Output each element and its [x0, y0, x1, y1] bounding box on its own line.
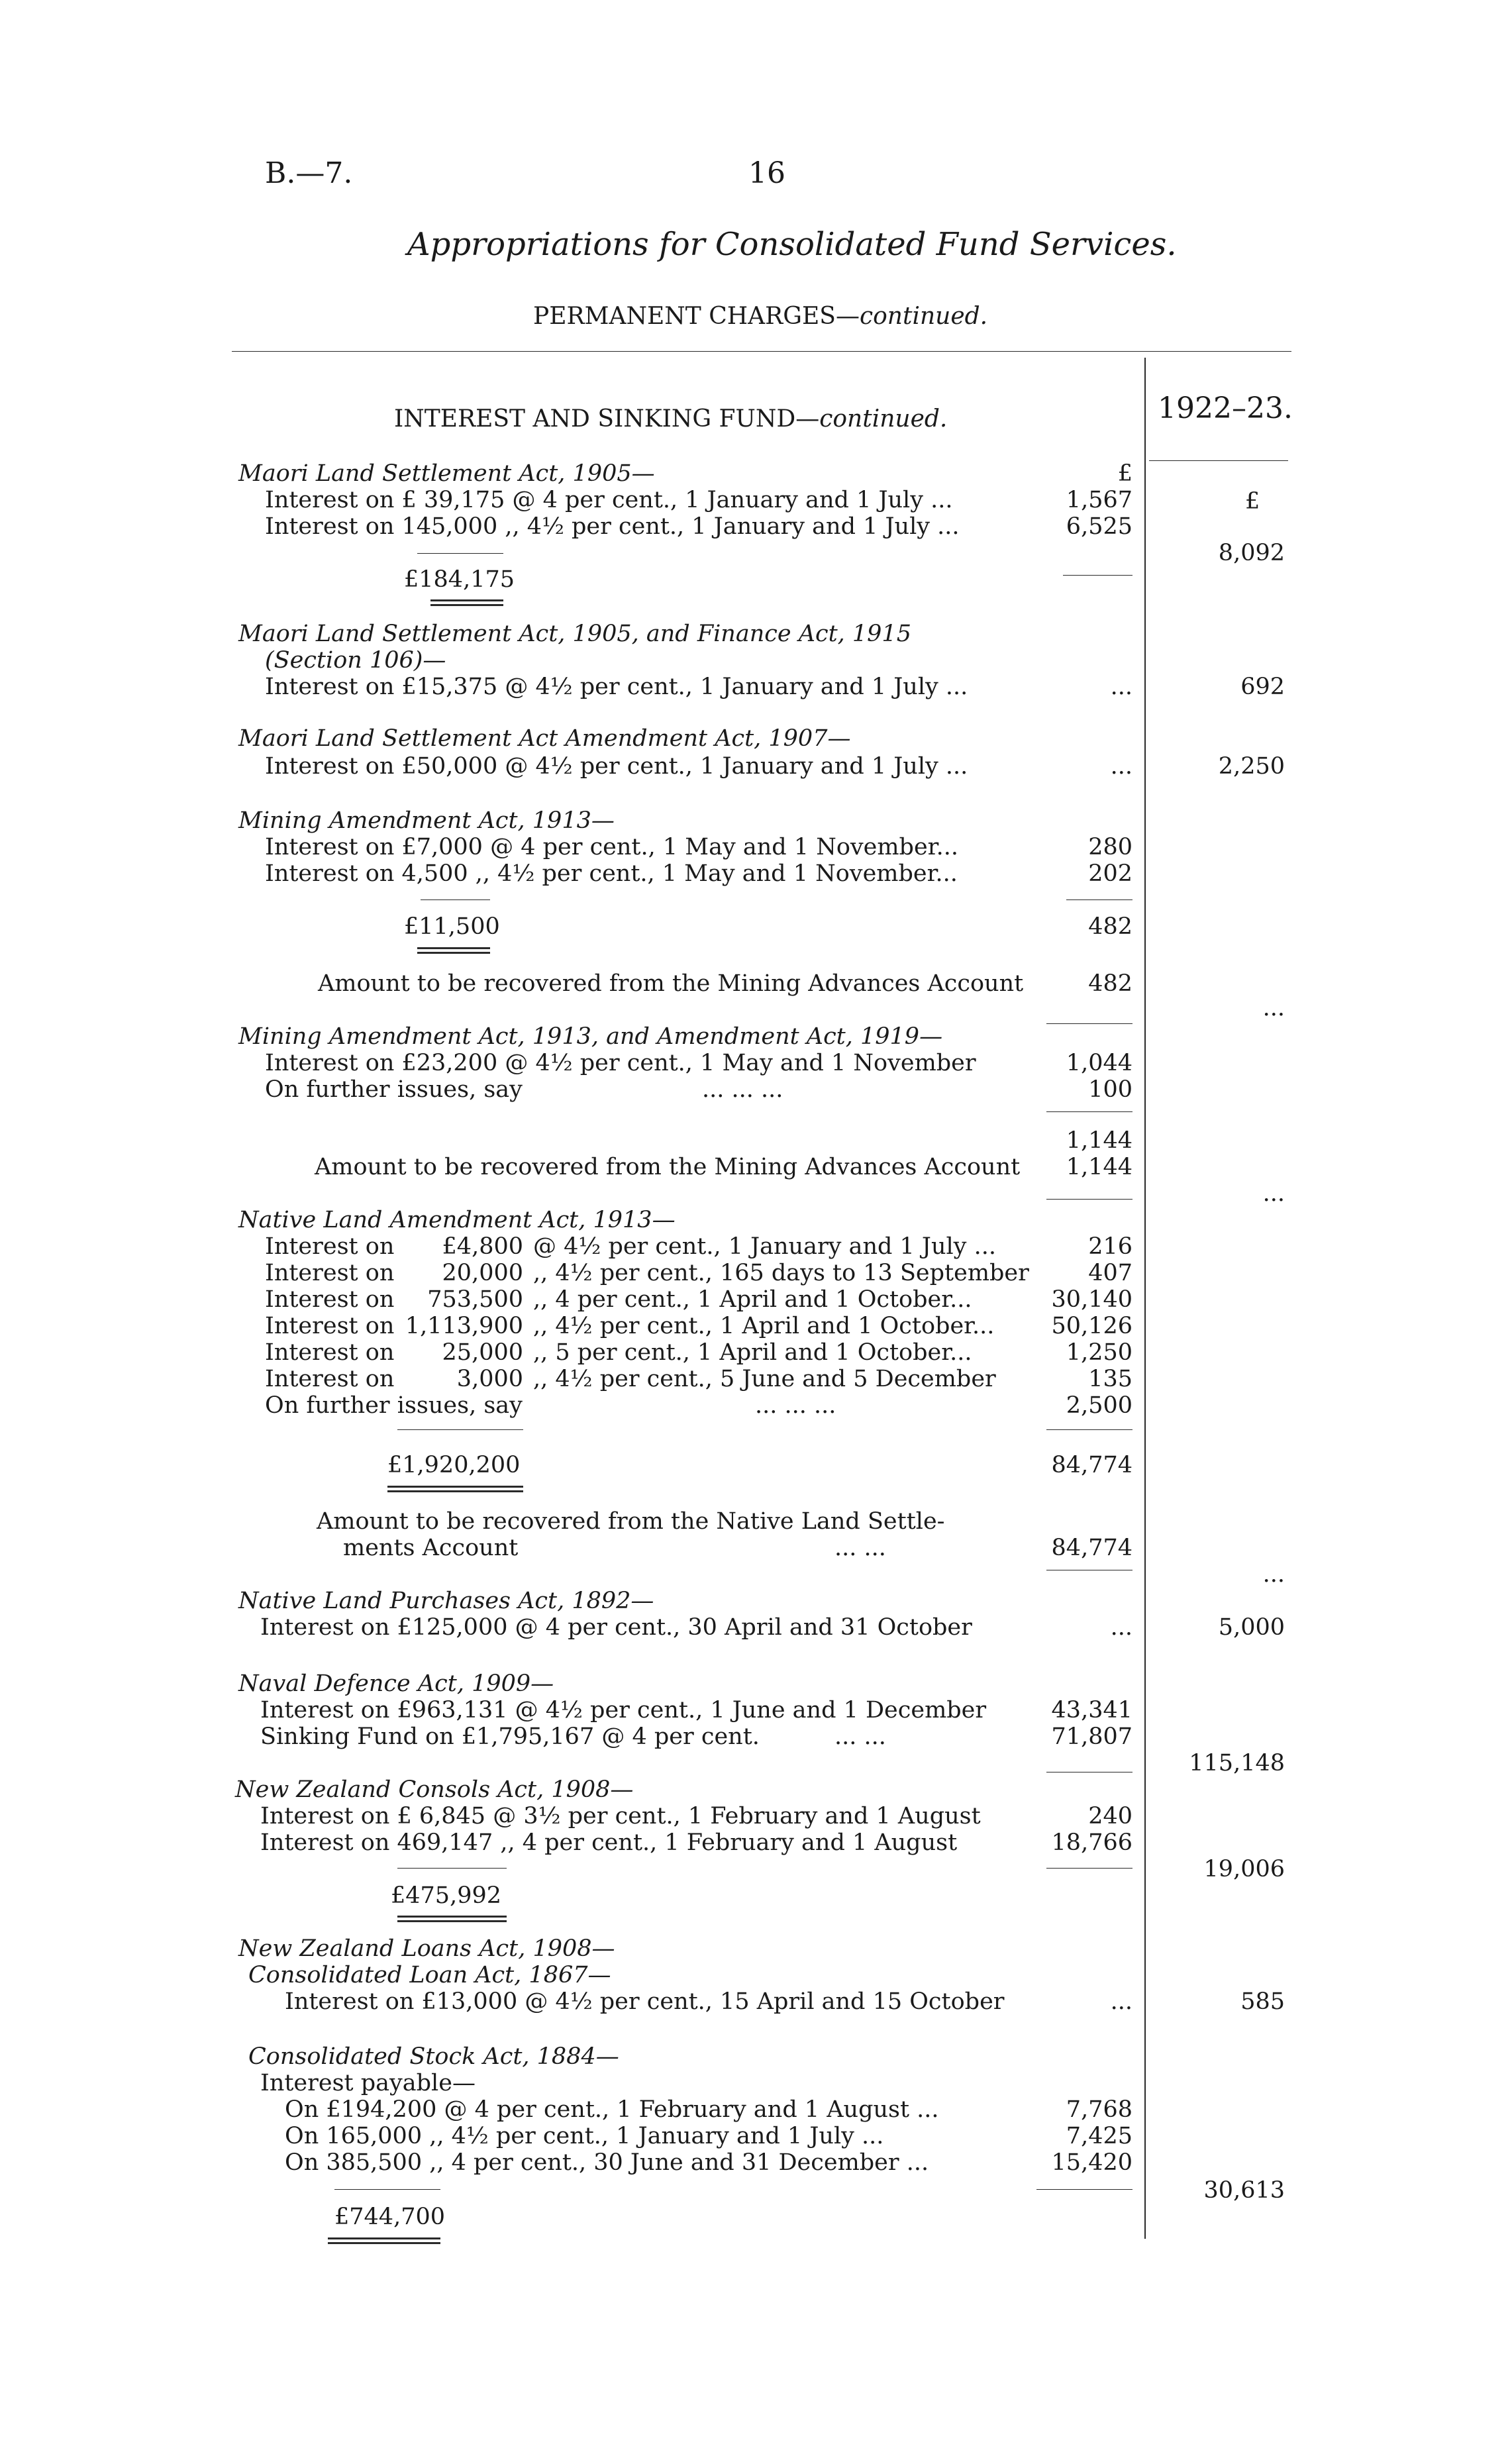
- interest-line: Interest on 145,000 ,, 4½ per cent., 1 January and 1 July ...: [265, 513, 960, 540]
- year-total: 115,148: [1189, 1750, 1285, 1776]
- principal-total: £475,992: [391, 1882, 502, 1909]
- subtotal: 84,774: [1051, 1452, 1132, 1478]
- interest-line: Interest on £15,375 @ 4½ per cent., 1 January and 1 July ...: [265, 674, 968, 700]
- sinking-fund-line: Sinking Fund on £1,795,167 @ 4 per cent.: [260, 1723, 760, 1750]
- principal-total: £184,175: [404, 566, 515, 593]
- recovery-label: ments Account: [343, 1535, 519, 1561]
- currency-symbol: £: [1245, 488, 1260, 515]
- rule: [1066, 899, 1132, 900]
- section-heading: [394, 407, 947, 431]
- rule: [397, 1429, 523, 1430]
- amount: 50,126: [1051, 1313, 1132, 1339]
- interest-line: Interest on £963,131 @ 4½ per cent., 1 June and 1 December: [260, 1697, 987, 1723]
- interest-line: Interest on £ 6,845 @ 3½ per cent., 1 February and 1 August: [260, 1803, 981, 1829]
- year-column-header: 1922–23.: [1158, 391, 1293, 425]
- principal-total: £11,500: [404, 913, 500, 940]
- rule: [397, 1868, 507, 1869]
- principal: 25,000: [442, 1339, 523, 1366]
- document-reference: B.—7.: [265, 156, 353, 190]
- block-subheading: Interest payable—: [260, 2070, 476, 2096]
- amount: 15,420: [1051, 2149, 1132, 2176]
- amount: 135: [1088, 1366, 1132, 1392]
- block-heading: Maori Land Settlement Act, 1905—: [238, 460, 655, 487]
- amount: 7,425: [1066, 2123, 1132, 2149]
- year-total: 585: [1240, 1988, 1285, 2015]
- rate-terms: @ 4½ per cent., 1 January and 1 July ...: [533, 1233, 996, 1260]
- subtotal: 1,144: [1066, 1127, 1132, 1154]
- year-total: 19,006: [1203, 1856, 1285, 1882]
- double-rule: [417, 947, 490, 954]
- principal: 1,113,900: [405, 1313, 523, 1339]
- rule: [421, 899, 490, 900]
- recovery-amount: 1,144: [1066, 1154, 1132, 1180]
- interest-label: Interest on: [265, 1286, 395, 1313]
- block-heading: Naval Defence Act, 1909—: [238, 1670, 554, 1697]
- interest-line: Interest on £7,000 @ 4 per cent., 1 May and 1 November...: [265, 834, 958, 860]
- amount: 2,500: [1066, 1392, 1132, 1419]
- subtitle-continued: continued.: [859, 303, 988, 330]
- page-title: Appropriations for Consolidated Fund Services.: [407, 226, 1177, 263]
- year-total: 8,092: [1218, 540, 1285, 566]
- interest-line: On further issues, say: [265, 1076, 523, 1103]
- rule: [417, 553, 503, 554]
- amount: 7,768: [1066, 2096, 1132, 2123]
- interest-line: Interest on £13,000 @ 4½ per cent., 15 April and 15 October: [285, 1988, 1005, 2015]
- amount: 30,140: [1051, 1286, 1132, 1313]
- year-total: ...: [1262, 1561, 1285, 1588]
- year-column-rule: [1144, 358, 1146, 2239]
- block-heading: New Zealand Loans Act, 1908—: [238, 1935, 615, 1962]
- amount: 6,525: [1066, 513, 1132, 540]
- block-heading: Native Land Purchases Act, 1892—: [238, 1588, 654, 1614]
- principal: 753,500: [427, 1286, 523, 1313]
- interest-label: Interest on: [265, 1260, 395, 1286]
- amount: 71,807: [1051, 1723, 1132, 1750]
- subtotal: 482: [1088, 913, 1132, 940]
- leader-dots: ... ...: [834, 1535, 886, 1561]
- year-total: ...: [1262, 1180, 1285, 1207]
- amount: ...: [1110, 1614, 1132, 1641]
- rule: [1046, 1868, 1132, 1869]
- rate-terms: ,, 4½ per cent., 1 April and 1 October...: [533, 1313, 995, 1339]
- rate-terms: ,, 4 per cent., 1 April and 1 October...: [533, 1286, 972, 1313]
- block-heading: (Section 106)—: [265, 647, 446, 674]
- interest-line: Interest on £23,200 @ 4½ per cent., 1 May and 1 November: [265, 1050, 976, 1076]
- interest-label: On further issues, say: [265, 1392, 523, 1419]
- amount: ...: [1110, 674, 1132, 700]
- year-total: 692: [1240, 674, 1285, 700]
- block-heading: New Zealand Consols Act, 1908—: [235, 1776, 634, 1803]
- interest-label: Interest on: [265, 1339, 395, 1366]
- rule: [1046, 1429, 1132, 1430]
- amount: 43,341: [1051, 1697, 1132, 1723]
- interest-line: On 385,500 ,, 4 per cent., 30 June and 31 December ...: [285, 2149, 929, 2176]
- amount: 216: [1088, 1233, 1132, 1260]
- header-rule: [232, 351, 1291, 352]
- interest-line: Interest on £50,000 @ 4½ per cent., 1 January and 1 July ...: [265, 753, 968, 780]
- block-heading: Maori Land Settlement Act Amendment Act, 1907—: [238, 725, 851, 752]
- amount: 407: [1088, 1260, 1132, 1286]
- rule: [1046, 1111, 1132, 1112]
- interest-line: On 165,000 ,, 4½ per cent., 1 January and 1 July ...: [285, 2123, 884, 2149]
- amount: 1,044: [1066, 1050, 1132, 1076]
- double-rule: [387, 1486, 523, 1492]
- principal-total: £744,700: [334, 2204, 446, 2230]
- amount: ...: [1110, 1988, 1132, 2015]
- interest-line: Interest on 469,147 ,, 4 per cent., 1 February and 1 August: [260, 1829, 958, 1856]
- principal: £4,800: [442, 1233, 523, 1260]
- principal: 3,000: [456, 1366, 523, 1392]
- amount: 18,766: [1051, 1829, 1132, 1856]
- recovery-label: Amount to be recovered from the Mining Advances Account: [318, 970, 1024, 997]
- amount: 280: [1088, 834, 1132, 860]
- rule: [334, 2189, 440, 2190]
- amount: 1,567: [1066, 487, 1132, 513]
- amount: 100: [1088, 1076, 1132, 1103]
- principal: 20,000: [442, 1260, 523, 1286]
- rule: [1046, 1023, 1132, 1024]
- page-subtitle: [533, 305, 987, 329]
- interest-label: Interest on: [265, 1233, 395, 1260]
- rule: [1046, 1199, 1132, 1200]
- rule: [1036, 2189, 1132, 2190]
- interest-line: Interest on £ 39,175 @ 4 per cent., 1 January and 1 July ...: [265, 487, 953, 513]
- recovery-label: Amount to be recovered from the Native Land Settle-: [317, 1508, 945, 1535]
- leader-dots: ... ... ...: [755, 1392, 836, 1419]
- rate-terms: ,, 5 per cent., 1 April and 1 October...: [533, 1339, 972, 1366]
- block-heading: Consolidated Loan Act, 1867—: [248, 1962, 611, 1988]
- interest-line: Interest on 4,500 ,, 4½ per cent., 1 May and 1 November...: [265, 860, 958, 887]
- recovery-amount: 482: [1088, 970, 1132, 997]
- amount: ...: [1110, 753, 1132, 780]
- rate-terms: ,, 4½ per cent., 165 days to 13 September: [533, 1260, 1029, 1286]
- amount: 202: [1088, 860, 1132, 887]
- year-total: 30,613: [1203, 2177, 1285, 2204]
- recovery-amount: 84,774: [1051, 1535, 1132, 1561]
- year-total: 5,000: [1218, 1614, 1285, 1641]
- amount: 1,250: [1066, 1339, 1132, 1366]
- year-total: ...: [1262, 995, 1285, 1021]
- rule: [1063, 575, 1132, 576]
- block-heading: Consolidated Stock Act, 1884—: [248, 2043, 619, 2070]
- double-rule: [397, 1916, 507, 1922]
- block-heading: Mining Amendment Act, 1913—: [238, 807, 615, 834]
- interest-label: Interest on: [265, 1313, 395, 1339]
- interest-line: Interest on £125,000 @ 4 per cent., 30 April and 31 October: [260, 1614, 972, 1641]
- year-header-rule: [1149, 460, 1288, 461]
- recovery-label: Amount to be recovered from the Mining Advances Account: [315, 1154, 1021, 1180]
- section-continued: continued.: [819, 405, 948, 433]
- principal-total: £1,920,200: [387, 1452, 521, 1478]
- subtitle-main: PERMANENT CHARGES—: [533, 303, 860, 330]
- block-heading: Native Land Amendment Act, 1913—: [238, 1207, 676, 1233]
- leader-dots: ... ...: [834, 1723, 886, 1750]
- interest-label: Interest on: [265, 1366, 395, 1392]
- amount: 240: [1088, 1803, 1132, 1829]
- double-rule: [328, 2237, 440, 2244]
- year-total: 2,250: [1218, 753, 1285, 780]
- block-heading: Mining Amendment Act, 1913, and Amendment Act, 1919—: [238, 1023, 943, 1050]
- currency-symbol: £: [1117, 460, 1132, 487]
- section-main: INTEREST AND SINKING FUND—: [394, 405, 820, 433]
- rate-terms: ,, 4½ per cent., 5 June and 5 December: [533, 1366, 996, 1392]
- interest-line: On £194,200 @ 4 per cent., 1 February and 1 August ...: [285, 2096, 939, 2123]
- leader-dots: ... ... ...: [702, 1076, 783, 1103]
- page-number: 16: [748, 156, 785, 190]
- block-heading: Maori Land Settlement Act, 1905, and Finance Act, 1915: [238, 621, 911, 647]
- double-rule: [430, 599, 503, 606]
